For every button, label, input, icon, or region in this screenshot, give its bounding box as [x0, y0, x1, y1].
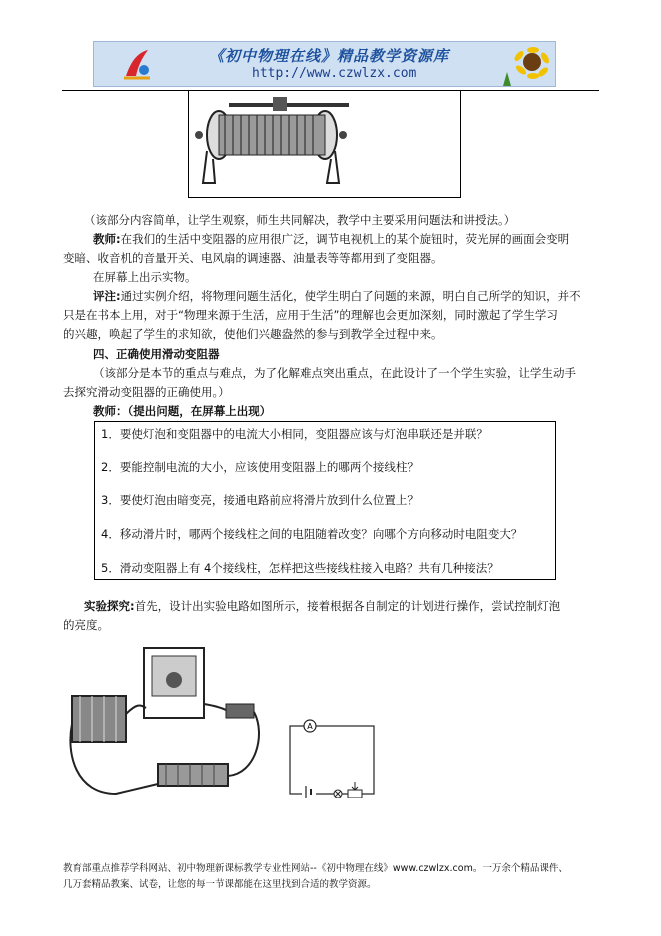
question-3: 3．要使灯泡由暗变亮，接通电路前应将滑片放到什么位置上？	[101, 493, 419, 507]
teacher-text-line-2: 变暗、收音机的音量开关、电风扇的调速器、油量表等等都用到了变阻器。	[63, 251, 443, 265]
question-5: 5．滑动变阻器上有 4个接线柱，怎样把这些接线柱接入电路？共有几种接法？	[101, 561, 499, 575]
experiment-apparatus-figure	[66, 644, 276, 804]
sliding-rheostat-illustration	[189, 91, 460, 197]
note-paragraph-2-line-1: （该部分是本节的重点与难点，为了化解难点突出重点，在此设计了一个学生实验，让学生动手	[93, 366, 576, 380]
site-logo-icon	[122, 48, 152, 80]
question-4: 4．移动滑片时，哪两个接线柱之间的电阻随着改变？向哪个方向移动时电阻变大？	[101, 527, 523, 541]
comment-text-line-2: 只是在书本上用，对于“物理来源于生活，应用于生活”的理解也会更加深刻，同时激起了学生学习	[63, 308, 558, 322]
comment-text-line-3: 的兴趣，唤起了学生的求知欲，使他们兴趣盎然的参与到教学全过程中来。	[63, 327, 443, 341]
footer-line-2: 几万套精品教案、试卷，让您的每一节课都能在这里找到合适的教学资源。	[63, 879, 377, 890]
circuit-diagram	[280, 718, 380, 798]
page-footer	[63, 861, 608, 893]
footer-line-1: 教育部重点推荐学科网站、初中物理新课标教学专业性网站--《初中物理在线》www.czwlzx.com。一万余个精品课件、	[63, 863, 568, 874]
rheostat-figure	[188, 91, 461, 198]
question-1: 1．要使灯泡和变阻器中的电流大小相同，变阻器应该与灯泡串联还是并联？	[101, 427, 488, 441]
screen-display-line: 在屏幕上出示实物。	[93, 270, 197, 284]
explore-paragraph	[84, 597, 560, 616]
section-heading-4: 四、正确使用滑动变阻器	[93, 347, 220, 361]
note-paragraph-1: （该部分内容简单，让学生观察，师生共同解决，教学中主要采用问题法和讲授法。）	[84, 213, 516, 227]
explore-label: 实验探究:	[84, 599, 135, 613]
banner-url[interactable]: http://www.czwlzx.com	[252, 66, 417, 81]
ammeter-label: A	[307, 722, 313, 731]
note-paragraph-2-line-2: 去探究滑动变阻器的正确使用。）	[63, 385, 230, 399]
teacher-text-line-1: 在我们的生活中变阻器的应用很广泛，调节电视机上的某个旋钮时，荧光屏的画面会变明	[120, 232, 570, 246]
comment-text-line-1: 通过实例介绍，将物理问题生活化，使学生明白了问题的来源，明白自己所学的知识，并不	[120, 289, 581, 303]
teacher-label: 教师:	[93, 232, 121, 246]
explore-text-line-1: 首先，设计出实验电路如图所示，接着根据各自制定的计划进行操作，尝试控制灯泡	[134, 599, 561, 613]
questions-box	[94, 421, 556, 580]
question-2: 2．要能控制电流的大小，应该使用变阻器上的哪两个接线柱？	[101, 460, 419, 474]
comment-label: 评注:	[93, 289, 121, 303]
teacher-paragraph	[93, 230, 569, 249]
header-banner	[93, 41, 556, 87]
banner-title: 《初中物理在线》精品教学资源库	[209, 47, 450, 65]
teacher-prompt: 教师：（提出问题，在屏幕上出现）	[93, 404, 272, 418]
explore-text-line-2: 的亮度。	[63, 618, 109, 632]
rheostat-symbol-icon	[348, 790, 362, 798]
comment-paragraph	[93, 287, 581, 306]
sunflower-icon	[493, 42, 553, 86]
